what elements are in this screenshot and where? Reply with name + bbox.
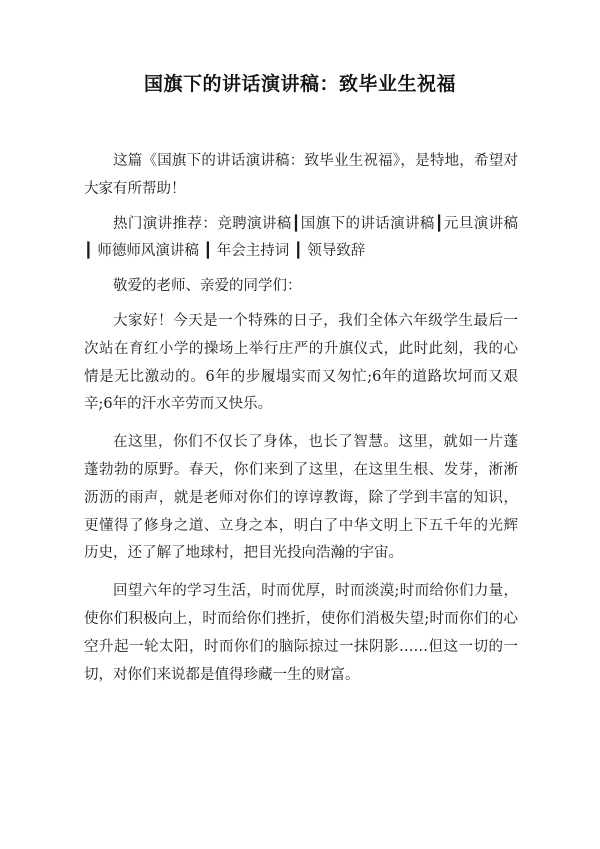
document-title: 国旗下的讲话演讲稿：致毕业生祝福: [143, 73, 456, 95]
paragraph-salutation: 敬爱的老师、亲爱的同学们：: [113, 278, 302, 295]
paragraph-reflection: 回望六年的学习生活，时而优厚，时而淡漠;时而给你们力量，使你们积极向上，时而给你们挫折，使你们消极失望;时而你们的心空升起一轮太阳，时而你们的脑际掠过一抹阴影……但这一切的一切，对你们来说都是值得珍藏一生的财富。: [84, 583, 518, 683]
document-body: [84, 148, 518, 696]
paragraph-recommendations: 热门演讲推荐：竞聘演讲稿┃国旗下的讲话演讲稿┃元旦演讲稿 ┃ 师德师风演讲稿 ┃ 年会主持词 ┃ 领导致辞: [84, 215, 518, 260]
paragraph-greeting: 大家好！今天是一个特殊的日子，我们全体六年级学生最后一次站在育红小学的操场上举行庄严的升旗仪式，此时此刻，我的心情是无比激动的。6年的步履塌实而又匆忙;6年的道路坎坷而又艰辛;6年的汗水辛劳而又快乐。: [84, 312, 518, 413]
paragraph-intro: 这篇《国旗下的讲话演讲稿：致毕业生祝福》，是特地，希望对大家有所帮助！: [84, 153, 518, 197]
paragraph-growth: 在这里，你们不仅长了身体，也长了智慧。这里，就如一片蓬蓬勃勃的原野。春天，你们来到了这里，在这里生根、发芽，淅淅沥沥的雨声，就是老师对你们的谆谆教诲，除了学到丰富的知识，更懂得了修身之道、立身之本，明白了中华文明上下五千年的光辉历史，还了解了地球村，把目光投向浩瀚的宇宙。: [84, 434, 518, 562]
